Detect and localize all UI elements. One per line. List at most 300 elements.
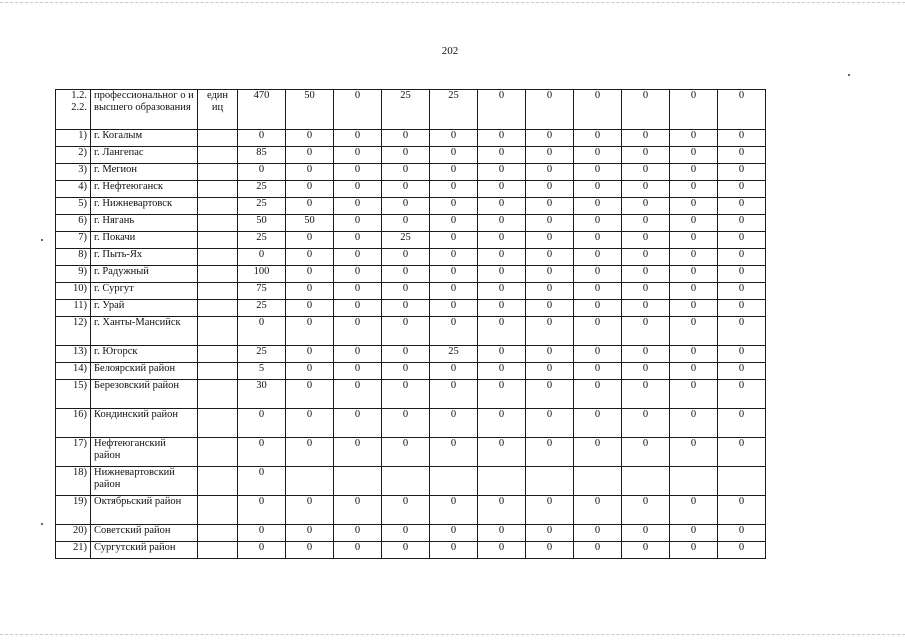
row-unit [198,283,238,300]
row-name: Нефтеюганский район [91,438,198,467]
value-cell: 0 [622,181,670,198]
value-cell: 0 [430,317,478,346]
row-number: 2) [56,147,91,164]
row-name: г. Нижневартовск [91,198,198,215]
value-cell: 0 [286,496,334,525]
value-cell: 0 [622,215,670,232]
value-cell [574,467,622,496]
value-cell: 0 [526,363,574,380]
value-cell: 0 [238,438,286,467]
value-cell: 0 [718,380,766,409]
row-number: 18) [56,467,91,496]
value-cell: 0 [718,496,766,525]
value-cell: 0 [670,363,718,380]
scan-edge-top [0,2,905,3]
value-cell: 0 [574,232,622,249]
row-name: г. Лангепас [91,147,198,164]
value-cell: 0 [526,130,574,147]
row-unit [198,181,238,198]
value-cell: 0 [574,317,622,346]
value-cell: 0 [526,215,574,232]
value-cell: 0 [574,363,622,380]
row-unit [198,467,238,496]
value-cell [430,467,478,496]
value-cell: 0 [334,266,382,283]
value-cell: 0 [478,232,526,249]
value-cell: 0 [670,380,718,409]
value-cell: 0 [430,232,478,249]
value-cell: 0 [526,283,574,300]
value-cell: 0 [478,300,526,317]
row-unit [198,363,238,380]
value-cell: 0 [526,525,574,542]
row-number: 4) [56,181,91,198]
value-cell: 0 [670,542,718,559]
value-cell: 0 [430,198,478,215]
table-row [56,266,766,283]
value-cell: 0 [430,147,478,164]
value-cell: 0 [382,283,430,300]
value-cell: 30 [238,380,286,409]
value-cell: 0 [622,409,670,438]
row-name: г. Урай [91,300,198,317]
row-unit [198,164,238,181]
row-unit [198,496,238,525]
row-name: г. Ханты-Мансийск [91,317,198,346]
row-name: г. Нягань [91,215,198,232]
value-cell: 0 [670,409,718,438]
value-cell: 0 [718,346,766,363]
value-cell: 0 [718,232,766,249]
value-cell: 0 [526,542,574,559]
value-cell: 0 [718,249,766,266]
value-cell: 0 [334,90,382,130]
value-cell: 0 [670,90,718,130]
value-cell: 0 [574,181,622,198]
row-number: 11) [56,300,91,317]
value-cell: 0 [574,147,622,164]
value-cell: 0 [622,283,670,300]
row-number: 7) [56,232,91,249]
value-cell: 0 [670,266,718,283]
value-cell: 0 [718,542,766,559]
table-row [56,283,766,300]
value-cell: 0 [286,409,334,438]
value-cell: 0 [670,147,718,164]
value-cell: 0 [622,147,670,164]
table-row [56,130,766,147]
value-cell: 0 [670,215,718,232]
value-cell: 0 [334,215,382,232]
value-cell: 0 [286,147,334,164]
row-name: г. Пыть-Ях [91,249,198,266]
value-cell: 0 [286,249,334,266]
value-cell: 0 [478,380,526,409]
row-number: 9) [56,266,91,283]
value-cell: 0 [670,164,718,181]
row-number: 1) [56,130,91,147]
value-cell: 0 [334,130,382,147]
value-cell: 0 [334,542,382,559]
value-cell: 0 [526,438,574,467]
value-cell: 0 [334,496,382,525]
value-cell: 0 [574,130,622,147]
row-number: 5) [56,198,91,215]
value-cell [622,467,670,496]
row-unit [198,317,238,346]
row-name: г. Югорск [91,346,198,363]
row-unit [198,380,238,409]
row-unit [198,409,238,438]
value-cell [670,467,718,496]
value-cell: 0 [526,249,574,266]
value-cell: 0 [382,300,430,317]
row-unit [198,249,238,266]
row-unit [198,346,238,363]
value-cell: 0 [382,147,430,164]
value-cell: 0 [670,181,718,198]
value-cell: 0 [478,164,526,181]
value-cell: 50 [238,215,286,232]
value-cell: 0 [670,496,718,525]
table-row [56,467,766,496]
value-cell: 0 [526,346,574,363]
value-cell: 0 [526,232,574,249]
value-cell: 0 [622,542,670,559]
row-name: г. Покачи [91,232,198,249]
value-cell: 0 [526,198,574,215]
value-cell: 0 [238,317,286,346]
value-cell: 0 [574,90,622,130]
value-cell: 0 [430,496,478,525]
value-cell: 0 [382,438,430,467]
value-cell: 0 [430,380,478,409]
value-cell: 0 [718,90,766,130]
row-unit [198,525,238,542]
value-cell: 0 [574,249,622,266]
value-cell: 0 [718,215,766,232]
value-cell [334,467,382,496]
value-cell: 0 [478,266,526,283]
value-cell: 0 [670,346,718,363]
row-number: 12) [56,317,91,346]
value-cell: 0 [478,438,526,467]
value-cell: 0 [526,380,574,409]
value-cell: 0 [622,198,670,215]
value-cell [382,467,430,496]
value-cell: 0 [670,130,718,147]
value-cell: 25 [238,300,286,317]
value-cell: 0 [478,215,526,232]
value-cell: 0 [430,283,478,300]
row-unit [198,198,238,215]
row-number: 1.2. 2.2. [56,90,91,130]
value-cell: 0 [718,198,766,215]
value-cell: 25 [430,346,478,363]
value-cell: 0 [478,130,526,147]
row-name: Октябрьский район [91,496,198,525]
value-cell: 0 [238,249,286,266]
value-cell: 0 [526,147,574,164]
value-cell: 5 [238,363,286,380]
table-row [56,525,766,542]
value-cell: 0 [478,317,526,346]
value-cell: 0 [622,363,670,380]
row-unit [198,438,238,467]
table-row [56,300,766,317]
value-cell: 0 [526,317,574,346]
value-cell: 0 [574,525,622,542]
value-cell: 0 [238,409,286,438]
value-cell: 100 [238,266,286,283]
value-cell: 0 [478,525,526,542]
value-cell: 0 [718,363,766,380]
row-unit: един иц [198,90,238,130]
value-cell: 25 [238,198,286,215]
value-cell: 0 [622,130,670,147]
value-cell: 0 [382,317,430,346]
table-row [56,215,766,232]
value-cell: 0 [382,164,430,181]
value-cell: 0 [718,130,766,147]
value-cell: 0 [670,525,718,542]
page-number: 202 [441,45,459,57]
value-cell: 0 [478,198,526,215]
value-cell [478,467,526,496]
value-cell: 50 [286,215,334,232]
value-cell: 0 [430,249,478,266]
scan-speck [848,74,850,76]
table-row [56,496,766,525]
value-cell: 0 [430,130,478,147]
scan-speck [41,523,43,525]
value-cell: 0 [430,164,478,181]
value-cell: 0 [382,215,430,232]
value-cell: 0 [286,346,334,363]
value-cell: 0 [574,380,622,409]
value-cell [286,467,334,496]
value-cell: 0 [622,525,670,542]
value-cell: 0 [430,300,478,317]
value-cell: 0 [478,346,526,363]
value-cell: 0 [622,438,670,467]
value-cell: 0 [478,283,526,300]
row-name: г. Сургут [91,283,198,300]
row-name: Советский район [91,525,198,542]
value-cell: 0 [334,409,382,438]
value-cell: 0 [670,232,718,249]
value-cell: 0 [574,198,622,215]
row-name: г. Когалым [91,130,198,147]
value-cell: 0 [334,438,382,467]
value-cell: 0 [622,380,670,409]
value-cell: 0 [286,266,334,283]
value-cell: 0 [574,438,622,467]
value-cell: 0 [526,181,574,198]
value-cell: 0 [718,525,766,542]
value-cell: 0 [382,380,430,409]
value-cell: 0 [526,300,574,317]
value-cell: 0 [622,232,670,249]
value-cell: 0 [526,90,574,130]
value-cell: 0 [382,496,430,525]
value-cell: 0 [334,147,382,164]
value-cell: 0 [670,283,718,300]
table-row [56,438,766,467]
value-cell: 0 [334,181,382,198]
value-cell: 0 [382,130,430,147]
row-number: 6) [56,215,91,232]
value-cell: 0 [670,300,718,317]
value-cell: 0 [574,409,622,438]
header-row [56,90,766,130]
value-cell: 0 [334,363,382,380]
value-cell: 0 [286,300,334,317]
value-cell: 0 [382,525,430,542]
value-cell: 50 [286,90,334,130]
value-cell: 0 [334,283,382,300]
value-cell: 0 [286,232,334,249]
value-cell: 0 [334,380,382,409]
table-row [56,380,766,409]
table-row [56,181,766,198]
row-number: 13) [56,346,91,363]
value-cell: 0 [382,363,430,380]
value-cell: 0 [478,542,526,559]
value-cell: 0 [574,164,622,181]
value-cell: 0 [574,542,622,559]
value-cell [526,467,574,496]
value-cell: 0 [574,283,622,300]
table-row [56,317,766,346]
value-cell: 0 [334,346,382,363]
value-cell: 0 [718,409,766,438]
value-cell: 0 [286,130,334,147]
table-row [56,346,766,363]
row-number: 19) [56,496,91,525]
value-cell: 25 [238,181,286,198]
data-table [55,89,766,559]
row-number: 20) [56,525,91,542]
table-row [56,164,766,181]
value-cell: 0 [430,525,478,542]
row-unit [198,266,238,283]
row-unit [198,542,238,559]
value-cell: 75 [238,283,286,300]
row-number: 21) [56,542,91,559]
row-name: Нижневартовский район [91,467,198,496]
value-cell: 0 [718,266,766,283]
value-cell: 0 [334,317,382,346]
value-cell: 0 [574,346,622,363]
row-name: г. Радужный [91,266,198,283]
row-unit [198,300,238,317]
value-cell: 0 [670,249,718,266]
value-cell: 0 [622,266,670,283]
row-number: 3) [56,164,91,181]
value-cell: 0 [430,363,478,380]
table-row [56,232,766,249]
table-row [56,542,766,559]
value-cell: 0 [526,266,574,283]
table-row [56,409,766,438]
value-cell: 0 [430,438,478,467]
scan-speck [41,239,43,241]
value-cell: 25 [238,232,286,249]
value-cell: 0 [382,198,430,215]
value-cell: 0 [286,317,334,346]
value-cell: 0 [334,300,382,317]
value-cell: 0 [478,249,526,266]
value-cell: 0 [382,181,430,198]
value-cell: 0 [334,198,382,215]
value-cell: 0 [238,164,286,181]
value-cell: 0 [238,496,286,525]
value-cell: 0 [718,164,766,181]
value-cell: 0 [622,346,670,363]
value-cell: 85 [238,147,286,164]
value-cell: 25 [238,346,286,363]
value-cell: 0 [382,346,430,363]
value-cell: 0 [574,266,622,283]
table-row [56,249,766,266]
value-cell: 0 [718,300,766,317]
table-row [56,198,766,215]
value-cell: 0 [574,300,622,317]
value-cell: 0 [286,363,334,380]
value-cell: 25 [382,90,430,130]
row-name: Сургутский район [91,542,198,559]
value-cell: 0 [238,525,286,542]
value-cell: 0 [430,215,478,232]
value-cell: 0 [286,283,334,300]
table-row [56,147,766,164]
value-cell: 0 [718,181,766,198]
value-cell: 0 [574,215,622,232]
value-cell: 0 [334,525,382,542]
value-cell: 0 [478,496,526,525]
row-unit [198,130,238,147]
value-cell [718,467,766,496]
scan-edge-bottom [0,634,905,635]
value-cell: 0 [478,181,526,198]
row-name: Белоярский район [91,363,198,380]
row-name: профессиональног о и высшего образования [91,90,198,130]
row-unit [198,147,238,164]
value-cell: 0 [382,249,430,266]
value-cell: 0 [718,283,766,300]
value-cell: 0 [718,438,766,467]
row-name: г. Нефтеюганск [91,181,198,198]
value-cell: 0 [622,249,670,266]
value-cell: 0 [478,409,526,438]
value-cell: 0 [478,147,526,164]
value-cell: 0 [238,542,286,559]
value-cell: 0 [238,467,286,496]
value-cell: 0 [334,232,382,249]
value-cell: 0 [526,409,574,438]
value-cell: 0 [286,525,334,542]
value-cell: 0 [382,266,430,283]
value-cell: 25 [430,90,478,130]
row-unit [198,215,238,232]
value-cell: 0 [622,496,670,525]
value-cell: 0 [286,542,334,559]
value-cell: 0 [622,317,670,346]
value-cell: 0 [286,181,334,198]
value-cell: 0 [574,496,622,525]
value-cell: 0 [622,90,670,130]
